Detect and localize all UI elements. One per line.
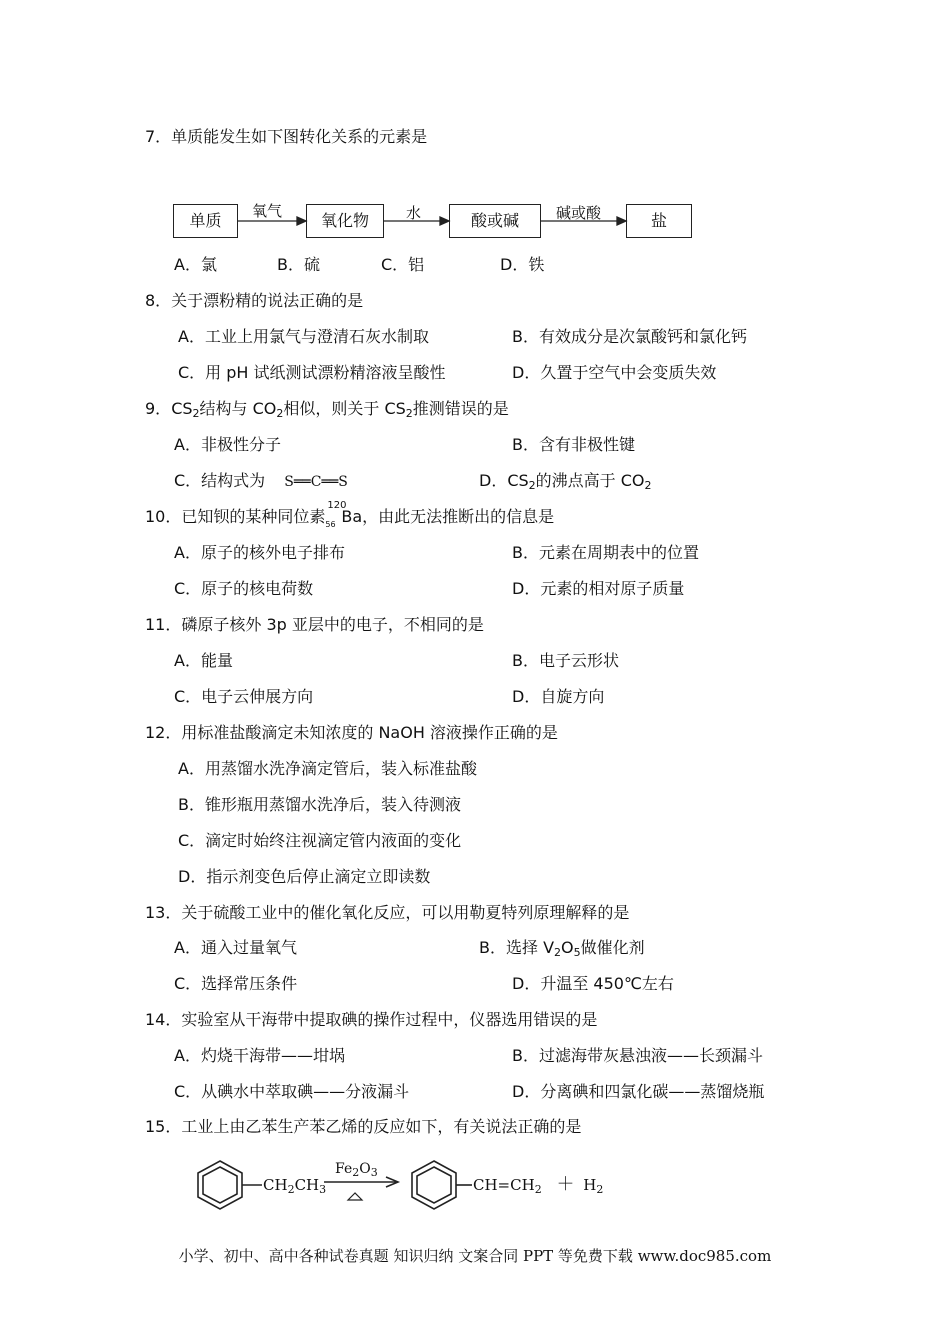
q9-option-a: A．非极性分子 [174,435,281,454]
q12-option-d: D．指示剂变色后停止滴定立即读数 [178,867,431,886]
q7-option-c: C．铝 [381,255,425,274]
catalyst-sub-3: 3 [370,1166,378,1179]
question-13-stem: 13．关于硫酸工业中的催化氧化反应，可以用勒夏特列原理解释的是 [145,903,630,922]
q8-option-d: D．久置于空气中会变质失效 [512,363,717,382]
flow-box-salt: 盐 [626,204,692,238]
q10-stem-pre: 10．已知钡的某种同位素 [145,507,326,526]
q13-option-b-post: 做催化剂 [580,938,645,957]
q12-option-b: B．锥形瓶用蒸馏水洗净后，装入待测液 [178,795,461,814]
benzene-inner-ring-product [417,1167,451,1203]
catalyst-fe: Fe [335,1161,353,1177]
question-9-stem [145,398,509,420]
flow-arrow-label-oxygen: 氧气 [252,202,283,220]
benzene-ring-product [412,1161,456,1209]
q14-option-d: D．分离碘和四氯化碳——蒸馏烧瓶 [512,1082,765,1101]
question-12-stem: 12．用标准盐酸滴定未知浓度的 NaOH 溶液操作正确的是 [145,723,558,742]
q8-option-a: A．工业上用氯气与澄清石灰水制取 [178,327,429,346]
q9-option-d-sub2: 2 [644,479,652,492]
plus-sign: ＋ [556,1174,575,1195]
q10-nuclide-notation [325,500,347,529]
q10-mass-number: 120 [327,500,347,511]
flow-arrowhead-2 [440,217,449,225]
q13-option-d: D．升温至 450℃左右 [512,974,674,993]
flow-box-acid-or-base: 酸或碱 [449,204,541,238]
q13-option-a: A．通入过量氧气 [174,938,297,957]
product-substituent [473,1174,603,1196]
q13-option-c: C．选择常压条件 [174,974,298,993]
question-10-stem [145,500,555,529]
flow-arrow-label-base-or-acid: 碱或酸 [556,204,602,222]
q13-option-b-o: O [561,938,574,957]
q9-stem-end: 推测错误的是 [412,399,509,418]
q14-option-b: B．过滤海带灰悬浊液——长颈漏斗 [512,1046,763,1065]
catalyst-sub-2: 2 [352,1166,360,1179]
heat-triangle-icon [348,1193,362,1200]
q9-option-d-sub1: 2 [528,479,536,492]
catalyst-label [335,1158,378,1180]
reactant-sub-3: 3 [319,1183,327,1196]
q10-atomic-number: 56 [325,520,336,529]
reactant-ch: CH [263,1176,288,1194]
flow-arrowhead-1 [297,217,306,225]
q7-option-b: B．硫 [277,255,320,274]
hydrogen-sub-2: 2 [596,1183,604,1196]
q9-option-d [479,470,652,492]
q9-cs: CS [171,399,193,418]
q7-option-d: D．铁 [500,255,545,274]
benzene-ring-reactant [198,1161,242,1209]
q14-option-a: A．灼烧干海带——坩埚 [174,1046,345,1065]
q9-structural-formula: S══C══S [284,474,348,490]
reactant-substituent [263,1174,326,1196]
page-footer: 小学、初中、高中各种试卷真题 知识归纳 文案合同 PPT 等免费下载 www.doc985.com [178,1247,772,1265]
q11-option-b: B．电子云形状 [512,651,619,670]
q9-stem-mid2: 相似，则关于 CS [283,399,406,418]
q10-option-b: B．元素在周期表中的位置 [512,543,699,562]
q7-option-a: A．氯 [174,255,217,274]
question-14-stem: 14．实验室从干海带中提取碘的操作过程中，仪器选用错误的是 [145,1010,598,1029]
question-15-stem: 15．工业上由乙苯生产苯乙烯的反应如下，有关说法正确的是 [145,1117,582,1136]
q13-option-b-pre: B．选择 V [479,938,555,957]
flow-arrows [0,0,950,300]
flow-arrowhead-3 [617,217,626,225]
catalyst-o: O [359,1161,371,1177]
benzene-inner-ring-reactant [203,1167,237,1203]
q12-option-a: A．用蒸馏水洗净滴定管后，装入标准盐酸 [178,759,477,778]
product-vinyl: CH=CH [473,1176,535,1194]
reactant-sub-2: 2 [287,1183,295,1196]
q9-option-b: B．含有非极性键 [512,435,635,454]
q8-option-b: B．有效成分是次氯酸钙和氯化钙 [512,327,747,346]
q10-option-c: C．原子的核电荷数 [174,579,314,598]
question-8-stem: 8．关于漂粉精的说法正确的是 [145,291,364,310]
question-11-stem: 11．磷原子核外 3p 亚层中的电子，不相同的是 [145,615,484,634]
q10-option-d: D．元素的相对原子质量 [512,579,685,598]
reactant-ch3: CH [294,1176,320,1194]
q10-stem-post: ，由此无法推断出的信息是 [362,507,555,526]
q9-option-c-label: C．结构式为 [174,471,266,490]
product-sub-2: 2 [534,1183,542,1196]
q9-stem-mid: 结构与 CO [199,399,277,418]
q9-option-d-pre: D．CS [479,471,529,490]
q11-option-c: C．电子云伸展方向 [174,687,314,706]
q10-symbol: Ba [341,507,363,526]
q10-option-a: A．原子的核外电子排布 [174,543,345,562]
q11-option-d: D．自旋方向 [512,687,605,706]
q12-option-c: C．滴定时始终注视滴定管内液面的变化 [178,831,462,850]
hydrogen-h: H [583,1176,597,1194]
q14-option-c: C．从碘水中萃取碘——分液漏斗 [174,1082,410,1101]
q9-co-sub: 2 [276,407,284,420]
q9-option-c [174,470,348,493]
q9-option-d-mid: 的沸点高于 CO [535,471,645,490]
q13-option-b [479,937,645,959]
question-7-stem: 7．单质能发生如下图转化关系的元素是 [145,127,428,146]
q9-number: 9． [145,399,172,418]
flow-box-element: 单质 [173,204,238,238]
flow-arrow-label-water: 水 [406,204,422,222]
q13-option-b-sub-v: 2 [554,946,562,959]
q9-cs-sub-2: 2 [405,407,413,420]
flow-box-oxide: 氧化物 [306,204,384,238]
q11-option-a: A．能量 [174,651,233,670]
q9-cs-sub: 2 [192,407,200,420]
q13-option-b-sub-o: 5 [573,946,581,959]
q8-option-c: C．用 pH 试纸测试漂粉精溶液呈酸性 [178,363,446,382]
